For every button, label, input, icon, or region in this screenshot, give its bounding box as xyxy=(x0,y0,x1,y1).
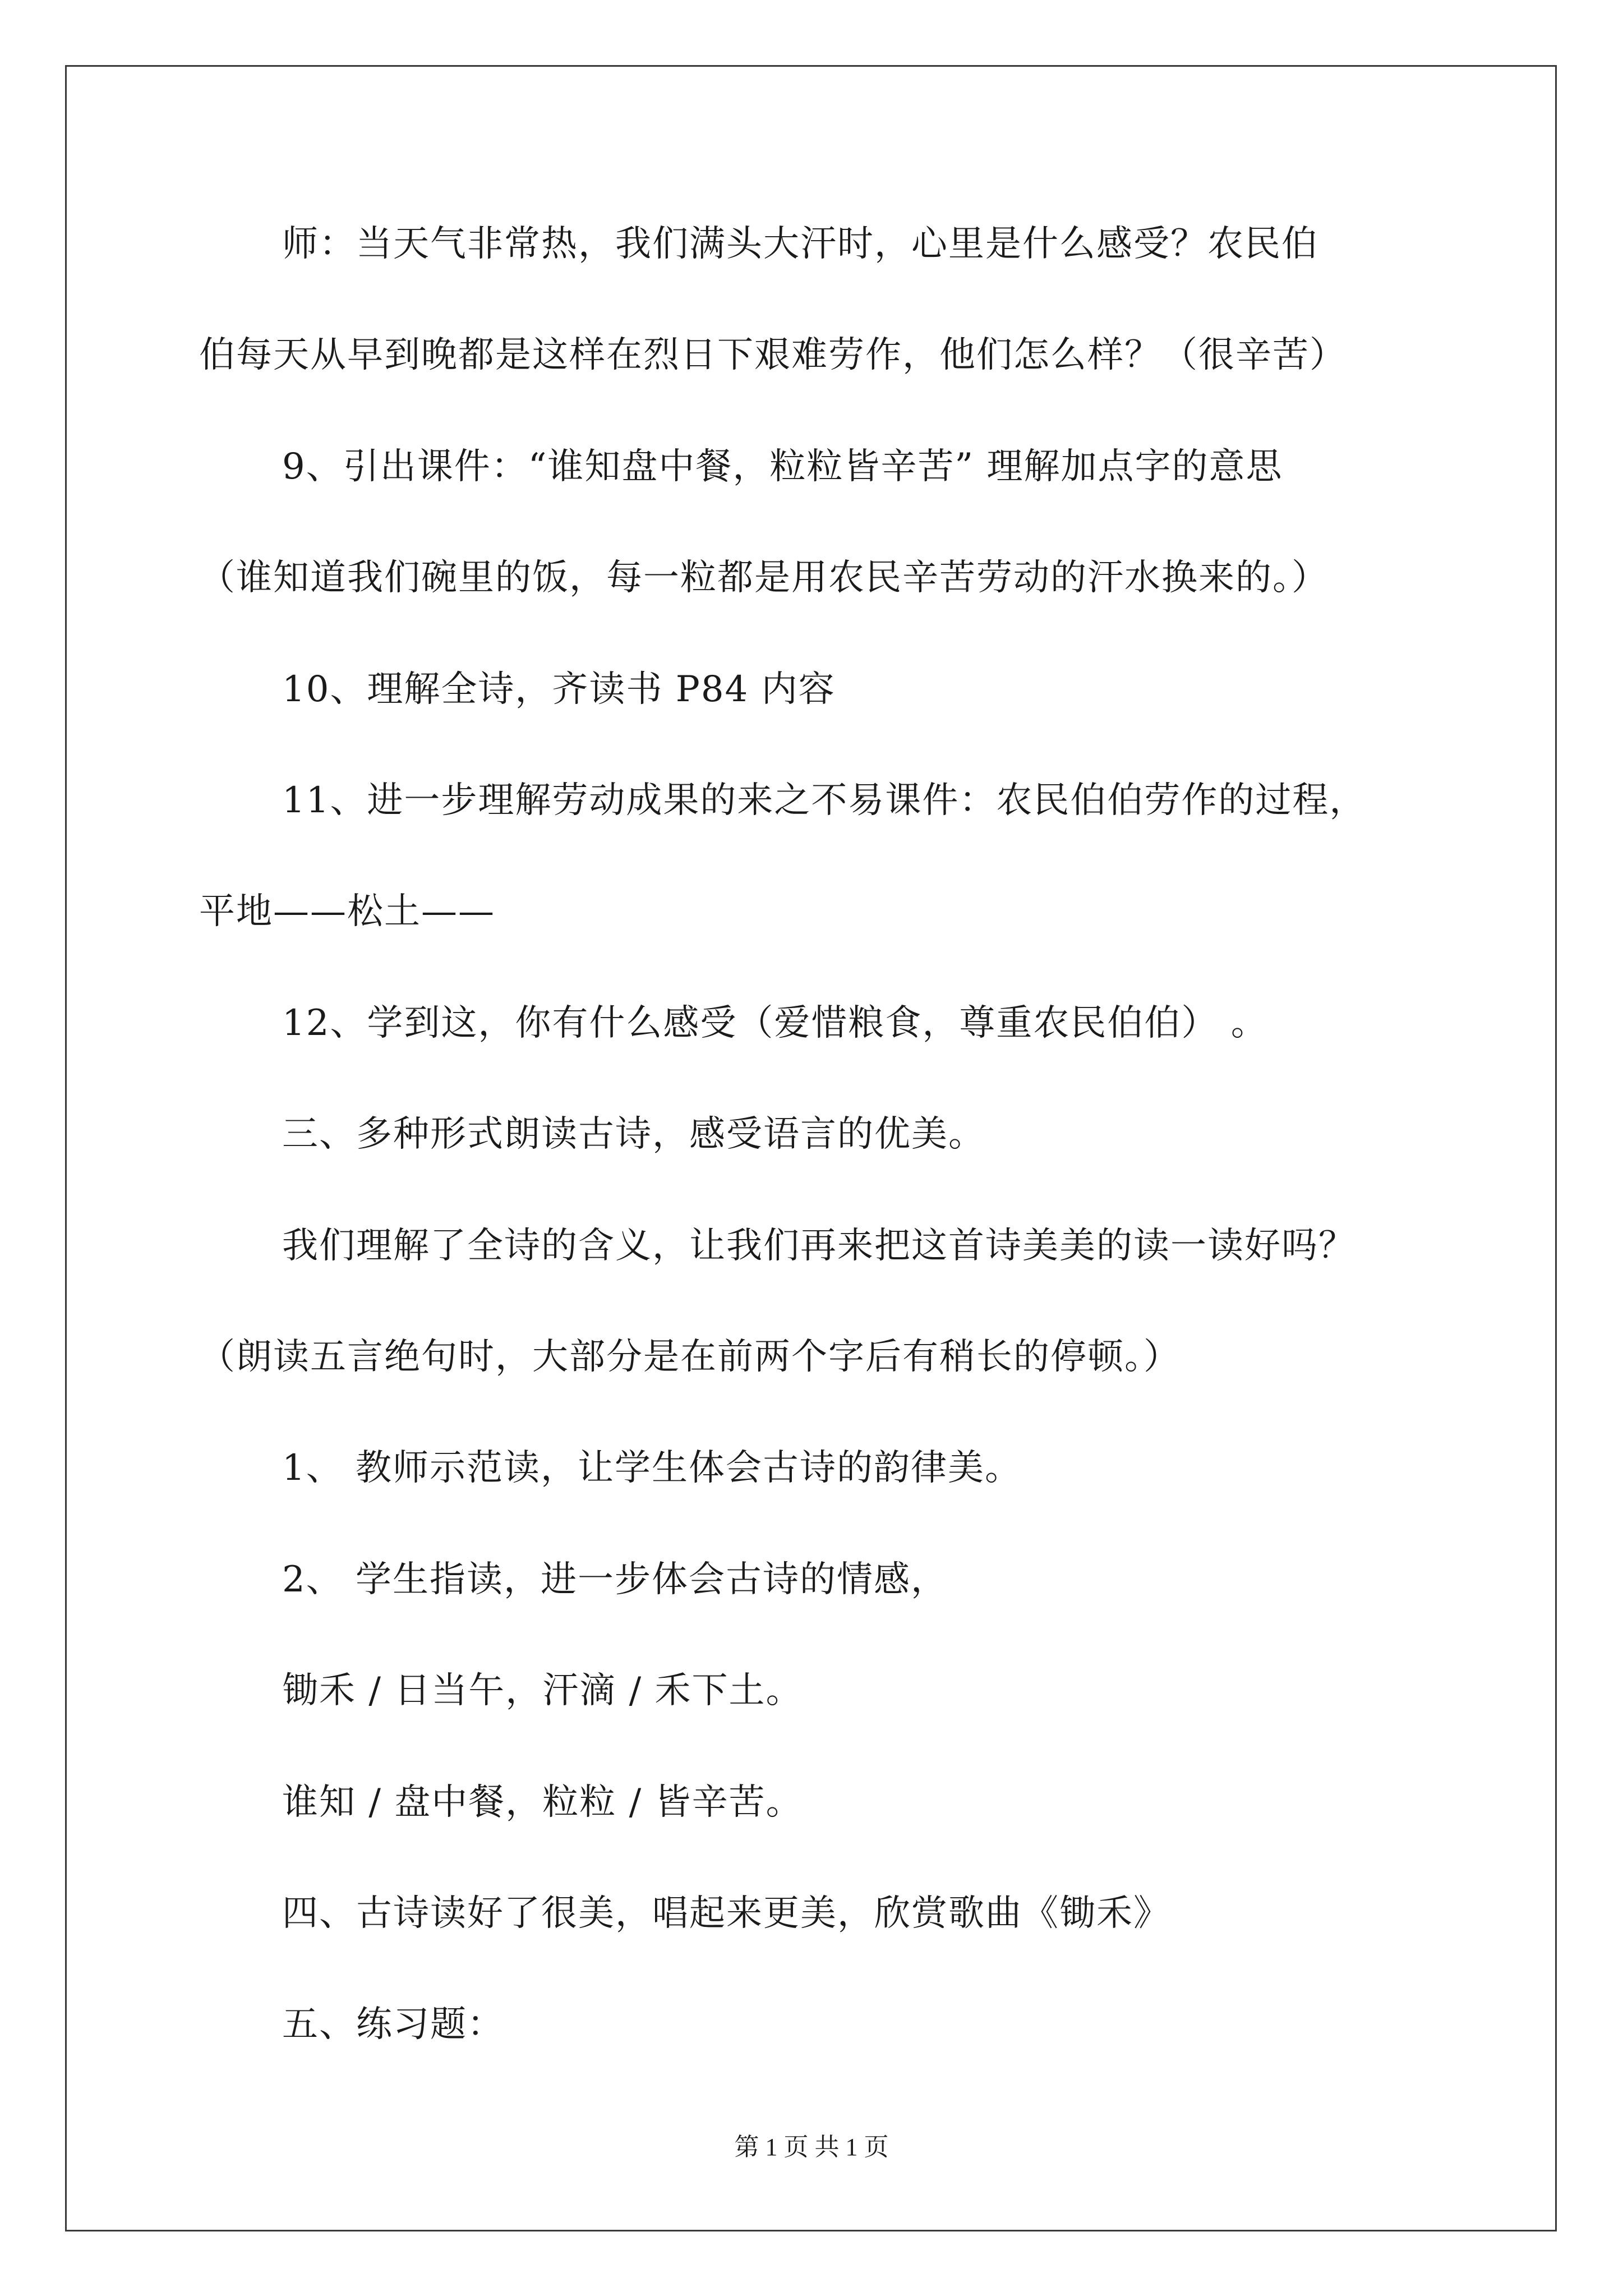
paragraph-line: （朗读五言绝句时，大部分是在前两个字后有稍长的停顿。） xyxy=(199,1336,1181,1378)
paragraph-line: 我们理解了全诗的含义，让我们再来把这首诗美美的读一读好吗？ xyxy=(282,1225,1355,1267)
paragraph-line: 三、多种形式朗读古诗，感受语言的优美。 xyxy=(282,1114,985,1155)
paragraph-line: 师：当天气非常热，我们满头大汗时，心里是什么感受？农民伯 xyxy=(282,223,1318,265)
paragraph-line: （谁知道我们碗里的饭，每一粒都是用农民辛苦劳动的汗水换来的。） xyxy=(199,557,1329,599)
paragraph-line: 9、引出课件：“谁知盘中餐，粒粒皆辛苦” 理解加点字的意思 xyxy=(282,446,1283,487)
paragraph-line: 10、理解全诗，齐读书 P84 内容 xyxy=(282,669,836,710)
paragraph-line: 锄禾 / 日当午，汗滴 / 禾下土。 xyxy=(282,1670,803,1711)
paragraph-line: 五、练习题： xyxy=(282,2004,504,2045)
paragraph-line: 1、 教师示范读，让学生体会古诗的韵律美。 xyxy=(282,1447,1022,1489)
paragraph-line: 12、学到这，你有什么感受（爱惜粮食，尊重农民伯伯） 。 xyxy=(282,1002,1268,1044)
paragraph-line: 谁知 / 盘中餐，粒粒 / 皆辛苦。 xyxy=(282,1782,803,1823)
paragraph-line: 2、 学生指读，进一步体会古诗的情感， xyxy=(282,1559,948,1600)
page-footer: 第 1 页 共 1 页 xyxy=(734,2133,889,2161)
paragraph-line: 11、进一步理解劳动成果的来之不易课件：农民伯伯劳作的过程， xyxy=(282,780,1367,821)
paragraph-line: 四、古诗读好了很美，唱起来更美，欣赏歌曲《锄禾》 xyxy=(282,1893,1170,1934)
paragraph-line: 伯每天从早到晚都是这样在烈日下艰难劳作，他们怎么样？（很辛苦） xyxy=(199,334,1347,376)
paragraph-line: 平地——松土—— xyxy=(199,891,495,932)
